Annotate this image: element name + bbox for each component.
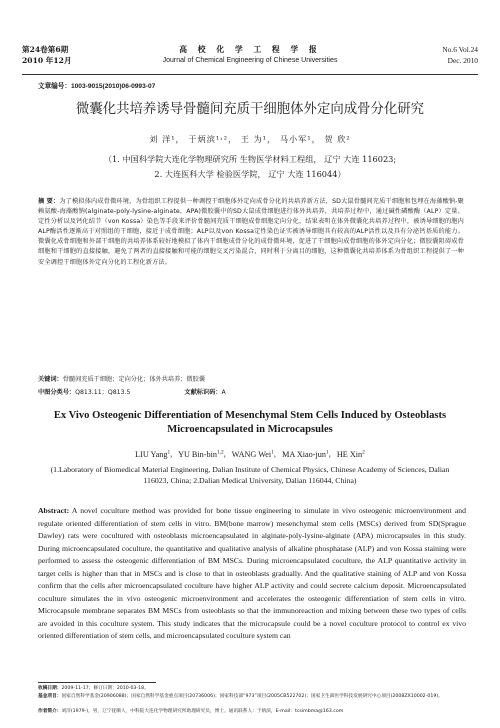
- title-chinese: 微囊化共培养诱导骨髓间充质干细胞体外定向成骨分化研究: [75, 102, 425, 117]
- abstract-chinese: [38, 197, 464, 268]
- keywords-chinese-label: 关键词：: [38, 376, 63, 383]
- author-en-4: MA Xiao-jun$^1$: [282, 449, 329, 459]
- title-english: Ex Vivo Osteogenic Differentiation of Mesenchymal Stem Cells Induced by Osteoblasts Microencapsulated in Microcapsules: [53, 410, 447, 435]
- header-journal: [22, 44, 478, 66]
- header-issue-cn: 第24卷第6期: [22, 45, 69, 54]
- abstract-chinese-label: 摘 要：: [38, 198, 60, 205]
- abstract-english-label: Abstract:: [38, 506, 70, 515]
- author-en-1: LIU Yang$^1$: [135, 449, 171, 459]
- footnote-divider: [38, 682, 156, 683]
- header-date-cn: 2010 年12月: [22, 56, 72, 65]
- affiliation-chinese-2: 2. 大连医科大学 检验医学院， 辽宁 大连 116044）: [154, 169, 346, 179]
- header-volume-en: No.6 Vol.24: [442, 45, 478, 54]
- authors-chinese: 刘 洋¹， 于炳滨¹˒²， 王 为¹， 马小军¹， 贺 欣²: [149, 134, 351, 144]
- keywords-chinese: [38, 374, 468, 383]
- header-date-en: Dec. 2010: [447, 56, 478, 65]
- classification-code: Q813.11；Q813.5: [75, 389, 131, 396]
- classification-label: 中图分类号：: [38, 389, 76, 396]
- affiliation-english: (1.Laboratory of Biomedical Material Engineering, Dalian Institute of Chemical Physics, Chinese Academy of Sciences, Dalian 116023, China; 2.Dalian Medical University, Dalian 116044, China): [50, 465, 450, 485]
- classification-line: [38, 387, 468, 396]
- header-right: [442, 44, 478, 66]
- document-code: A: [221, 389, 226, 396]
- footnote-author: 作者简介：刘洋(1979-)，男，辽宁抚顺人，中科院大连化学物理研究所助理研究员，博士。通讯联系人：于炳滨，E-mail：tcsimbma@163.com: [38, 709, 344, 714]
- author-en-5: HE Xin$^2$: [336, 449, 365, 459]
- document-code-label: 文献标识码：: [184, 389, 222, 396]
- authors-english: LIU Yang$^1$, YU Bin-bin$^{1,2}$, WANG Wei$^1$, MA Xiao-jun$^1$, HE Xin$^2$: [135, 449, 365, 459]
- journal-name-en: Journal of Chemical Engineering of Chinese Universities: [162, 57, 338, 64]
- abstract-chinese-text: 为了模拟体内成骨微环境，为骨组织工程提供一种调控干细胞体外定向成骨分化的共培养新方法，SD大鼠骨髓间充质干细胞和包埋在海藻酸钠-聚赖氨酸-海藻酸钠(alginate-poly-lysine-alginate，APA)微胶囊中的SD大鼠成骨细胞进行体外共培养，共培养过程中，通过碱性磷酸酶（ALP）定量、定性分析以及钙化结节（von Kossa）染色等手段来评价骨髓间充质干细胞成骨细胞定向分化，结果表明在体外微囊化共培养过程中，被诱导细胞的胞内ALP酶活性逐渐高于对照组的干细胞，接近于成骨细胞；ALP以及von Kossa定性染色证实被诱导细胞具有较高的ALP活性以及具有分泌钙基质的能力。微囊化成骨细胞和外部干细胞的共培养体系较好地模拟了体内干细胞成骨分化的成骨微环境，促进了干细胞向成骨细胞的体外定向分化；微胶囊阻碍成骨细胞和干细胞的直接接触，避免了两者的直接接触和可能的细胞交叉污染混合，同时利于分离目的细胞，这种微囊化共培养体系为骨组织工程提供了一种安全调控干细胞体外定向分化的工程化新方法。: [38, 198, 464, 266]
- abstract-english: [38, 505, 466, 643]
- article-number: 文章编号：1003-9015(2010)06-0993-07: [38, 83, 156, 90]
- author-en-2: YU Bin-bin$^{1,2}$: [178, 449, 224, 459]
- affiliation-chinese-1: （1. 中国科学院大连化学物理研究所 生物医学材料工程组， 辽宁 大连 116023;: [103, 154, 397, 164]
- keywords-chinese-text: 骨髓间充质干细胞；定向分化；体外共培养；微胶囊: [62, 376, 206, 383]
- journal-name-cn: 高 校 化 学 工 程 学 报: [179, 45, 321, 54]
- abstract-english-text: A novel coculture method was provided for bone tissue engineering to simulate in vivo osteogenic microenvironment and regulate oriented differentiation of stem cells in vitro. BM(bone marrow) mesenchymal stem cells (MSCs) derived from SD(Sprague Dawley) rats were cocultured with osteoblasts microencapsulated in alginate-poly-lysine-alginate (APA) microcapsules in this study. During microencapsulated coculture, the quantitative and qualitative analysis of alkaline phosphatase (ALP) and von Kossa staining were performed to assess the osteogenic differentiation of BM MSCs. During microencapsulated coculture, the ALP quantitative activity in target cells is higher than that in MSCs and is close to that in osteoblasts gradually. And the qualitative staining of ALP and von Kossa confirm that the cells after microencapsulated coculture have higher ALP activity and could secrete calcium deposit. Microencapsulated coculture simulates the in vivo osteogenic microenvironment and accelerates the osteogenic differentiation of stem cells in vitro. Microcapsule membrane separates BM MSCs from osteoblasts so that the immunoreaction and mixing between these two types of cells are avoided in this coculture system. This study indicates that the microcapsule could be a novel coculture protocol to control ex vivo oriented differentiation of stem cells, and microencapsulated coculture system can: [38, 506, 466, 640]
- running-header: [22, 44, 478, 75]
- footnote-funding: 基金项目：国家自然科学基金(20906088)；国家自然科学基金重点项目(20736006)；国家科技部“973”项目(2005CB522702)；国家卫生部医学科技发展研究中心项目(2008ZX10002-019)。: [38, 694, 443, 699]
- footnote-received: 收稿日期：2009-11-17；修订日期：2010-03-18。: [38, 686, 149, 691]
- author-en-3: WANG Wei$^1$: [231, 449, 274, 459]
